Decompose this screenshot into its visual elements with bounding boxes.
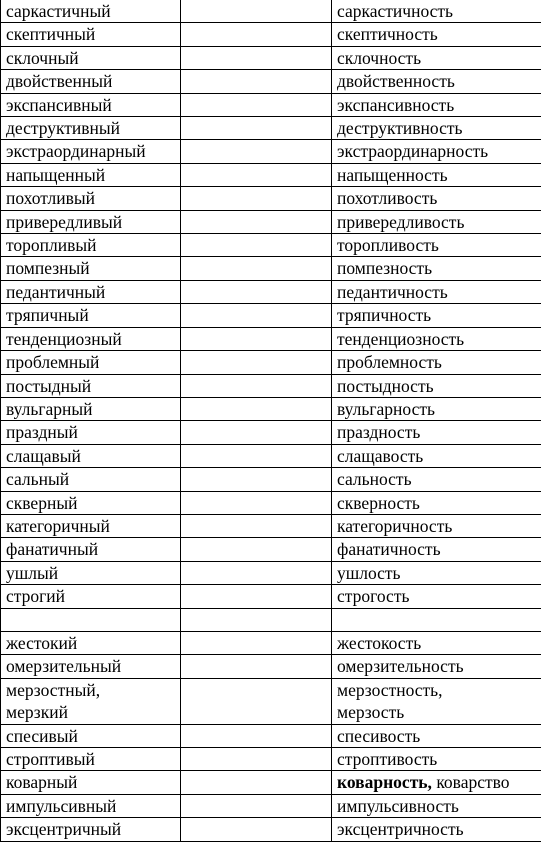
blank-cell bbox=[181, 163, 332, 186]
adjective-cell bbox=[1, 747, 181, 770]
noun-text: скептичность bbox=[337, 24, 438, 45]
adjective-cell bbox=[1, 771, 181, 794]
noun-text: скверность bbox=[337, 492, 420, 513]
table-row bbox=[1, 747, 541, 770]
noun-text: ушлость bbox=[337, 562, 401, 583]
adjective-text: скептичный bbox=[6, 24, 96, 45]
blank-cell bbox=[181, 491, 332, 514]
noun-text: тенденциозность bbox=[337, 328, 465, 349]
table-row bbox=[1, 187, 541, 210]
table-row bbox=[1, 280, 541, 303]
noun-text: педантичность bbox=[337, 281, 448, 302]
table-row bbox=[1, 351, 541, 374]
table-row bbox=[1, 163, 541, 186]
table-row bbox=[1, 46, 541, 69]
noun-cell bbox=[332, 70, 541, 93]
noun-cell bbox=[332, 374, 541, 397]
table-row bbox=[1, 678, 541, 724]
adjective-cell bbox=[1, 280, 181, 303]
adjective-cell bbox=[1, 655, 181, 678]
noun-text: напыщенность bbox=[337, 164, 448, 185]
table-row bbox=[1, 374, 541, 397]
noun-text: двойственность bbox=[337, 71, 455, 92]
table-row bbox=[1, 397, 541, 420]
noun-text: строптивость bbox=[337, 748, 438, 769]
noun-text: вульгарность bbox=[337, 398, 436, 419]
table-row bbox=[1, 631, 541, 654]
noun-cell bbox=[332, 140, 541, 163]
noun-text: эксцентричность bbox=[337, 819, 464, 840]
table-body bbox=[1, 0, 541, 841]
noun-cell bbox=[332, 93, 541, 116]
blank-cell bbox=[181, 280, 332, 303]
adjective-text: ушлый bbox=[6, 562, 59, 583]
adjective-text: педантичный bbox=[6, 281, 106, 302]
adjective-cell bbox=[1, 561, 181, 584]
noun-text: жестокость bbox=[337, 632, 422, 653]
table-row bbox=[1, 117, 541, 140]
noun-cell bbox=[332, 608, 541, 631]
table-row bbox=[1, 771, 541, 794]
adjective-cell bbox=[1, 818, 181, 841]
adjective-cell bbox=[1, 257, 181, 280]
noun-text: омерзительность bbox=[337, 656, 464, 677]
adjective-cell bbox=[1, 23, 181, 46]
table-row bbox=[1, 327, 541, 350]
noun-text: тряпичность bbox=[337, 305, 432, 326]
adjective-text: скверный bbox=[6, 492, 78, 513]
adjective-text: привередливый bbox=[6, 211, 123, 232]
noun-cell bbox=[332, 117, 541, 140]
adjective-text: саркастичный bbox=[6, 1, 111, 21]
adjective-cell bbox=[1, 374, 181, 397]
adjective-text: строгий bbox=[6, 586, 66, 607]
blank-cell bbox=[181, 514, 332, 537]
adjective-text: мерзкий bbox=[6, 702, 68, 723]
adjective-text: проблемный bbox=[6, 352, 100, 373]
blank-cell bbox=[181, 468, 332, 491]
blank-cell bbox=[181, 0, 332, 23]
adjective-text: категоричный bbox=[6, 515, 110, 536]
adjective-cell bbox=[1, 163, 181, 186]
adjective-text: сальный bbox=[6, 469, 70, 490]
blank-cell bbox=[181, 70, 332, 93]
noun-cell bbox=[332, 468, 541, 491]
table-row bbox=[1, 561, 541, 584]
noun-cell bbox=[332, 397, 541, 420]
adjective-cell bbox=[1, 678, 181, 724]
table-row bbox=[1, 538, 541, 561]
noun-bold-text: коварность, bbox=[337, 772, 432, 793]
noun-cell bbox=[332, 46, 541, 69]
blank-cell bbox=[181, 374, 332, 397]
blank-cell bbox=[181, 117, 332, 140]
noun-text: сальность bbox=[337, 469, 412, 490]
table-row bbox=[1, 23, 541, 46]
adjective-cell bbox=[1, 608, 181, 631]
noun-text: слащавость bbox=[337, 445, 424, 466]
blank-cell bbox=[181, 585, 332, 608]
noun-cell bbox=[332, 561, 541, 584]
adjective-text: праздный bbox=[6, 422, 78, 443]
noun-text: помпезность bbox=[337, 258, 433, 279]
noun-text: привередливость bbox=[337, 211, 465, 232]
noun-cell bbox=[332, 187, 541, 210]
adjective-cell bbox=[1, 351, 181, 374]
table-row bbox=[1, 608, 541, 631]
table-row bbox=[1, 655, 541, 678]
blank-cell bbox=[181, 257, 332, 280]
blank-cell bbox=[181, 421, 332, 444]
table-row bbox=[1, 585, 541, 608]
adjective-cell bbox=[1, 327, 181, 350]
adjective-cell bbox=[1, 538, 181, 561]
noun-cell bbox=[332, 23, 541, 46]
table-row bbox=[1, 794, 541, 817]
noun-text: деструктивность bbox=[337, 118, 463, 139]
noun-text: спесивость bbox=[337, 725, 421, 746]
blank-cell bbox=[181, 538, 332, 561]
adjective-cell bbox=[1, 631, 181, 654]
blank-cell bbox=[181, 210, 332, 233]
blank-cell bbox=[181, 747, 332, 770]
table-row bbox=[1, 210, 541, 233]
noun-cell bbox=[332, 794, 541, 817]
noun-cell bbox=[332, 585, 541, 608]
table-row bbox=[1, 421, 541, 444]
noun-cell bbox=[332, 280, 541, 303]
adjective-cell bbox=[1, 468, 181, 491]
adjective-text: жестокий bbox=[6, 632, 78, 653]
noun-cell bbox=[332, 631, 541, 654]
noun-cell bbox=[332, 678, 541, 724]
noun-cell bbox=[332, 421, 541, 444]
noun-cell bbox=[332, 210, 541, 233]
adjective-text: экстраординарный bbox=[6, 141, 146, 162]
blank-cell bbox=[181, 608, 332, 631]
noun-text: похотливость bbox=[337, 188, 438, 209]
adjective-cell bbox=[1, 70, 181, 93]
table-row bbox=[1, 257, 541, 280]
noun-text: импульсивность bbox=[337, 795, 459, 816]
table-row bbox=[1, 0, 541, 23]
blank-cell bbox=[181, 23, 332, 46]
noun-cell bbox=[332, 491, 541, 514]
noun-text: мерзость bbox=[337, 702, 405, 723]
adjective-text: экспансивный bbox=[6, 94, 112, 115]
blank-cell bbox=[181, 631, 332, 654]
adjective-cell bbox=[1, 304, 181, 327]
adjective-cell bbox=[1, 0, 181, 23]
noun-cell bbox=[332, 327, 541, 350]
adjective-cell bbox=[1, 117, 181, 140]
adjective-text: похотливый bbox=[6, 188, 95, 209]
adjective-text: омерзительный bbox=[6, 656, 122, 677]
noun-text: экстраординарность bbox=[337, 141, 489, 162]
adjective-cell bbox=[1, 514, 181, 537]
table-row bbox=[1, 93, 541, 116]
adjective-text: торопливый bbox=[6, 235, 97, 256]
blank-cell bbox=[181, 444, 332, 467]
noun-cell bbox=[332, 655, 541, 678]
noun-text: праздность bbox=[337, 422, 421, 443]
adjective-text: двойственный bbox=[6, 71, 113, 92]
adjective-cell bbox=[1, 444, 181, 467]
noun-rest-text: коварство bbox=[431, 772, 510, 793]
blank-cell bbox=[181, 351, 332, 374]
adjective-cell bbox=[1, 491, 181, 514]
blank-cell bbox=[181, 327, 332, 350]
blank-cell bbox=[181, 724, 332, 747]
blank-cell bbox=[181, 304, 332, 327]
adjective-text: фанатичный bbox=[6, 539, 99, 560]
noun-text: фанатичность bbox=[337, 539, 441, 560]
adjective-text: напыщенный bbox=[6, 164, 106, 185]
noun-text: саркастичность bbox=[337, 1, 454, 21]
adjective-text: склочный bbox=[6, 47, 79, 68]
noun-text: категоричность bbox=[337, 515, 453, 536]
noun-text: склочность bbox=[337, 47, 422, 68]
adjective-text: мерзостный, bbox=[6, 679, 101, 700]
table-row bbox=[1, 304, 541, 327]
table-row bbox=[1, 234, 541, 257]
noun-cell bbox=[332, 818, 541, 841]
noun-cell bbox=[332, 724, 541, 747]
blank-cell bbox=[181, 397, 332, 420]
blank-cell bbox=[181, 818, 332, 841]
noun-text: постыдность bbox=[337, 375, 434, 396]
adjective-cell bbox=[1, 585, 181, 608]
noun-cell bbox=[332, 257, 541, 280]
noun-text: проблемность bbox=[337, 352, 442, 373]
adjective-cell bbox=[1, 794, 181, 817]
noun-cell bbox=[332, 304, 541, 327]
adjective-text: коварный bbox=[6, 772, 78, 793]
adjective-text: деструктивный bbox=[6, 118, 121, 139]
blank-cell bbox=[181, 234, 332, 257]
noun-text: экспансивность bbox=[337, 94, 455, 115]
noun-cell bbox=[332, 771, 541, 794]
adjective-text: помпезный bbox=[6, 258, 90, 279]
adjective-text: вульгарный bbox=[6, 398, 93, 419]
adjective-text: тряпичный bbox=[6, 305, 89, 326]
blank-cell bbox=[181, 678, 332, 724]
adjective-cell bbox=[1, 187, 181, 210]
noun-cell bbox=[332, 444, 541, 467]
noun-cell bbox=[332, 351, 541, 374]
table-row bbox=[1, 468, 541, 491]
noun-text: торопливость bbox=[337, 235, 439, 256]
noun-cell bbox=[332, 163, 541, 186]
table-row bbox=[1, 491, 541, 514]
noun-cell bbox=[332, 747, 541, 770]
table-row bbox=[1, 444, 541, 467]
table-row bbox=[1, 818, 541, 841]
adjective-text: строптивый bbox=[6, 748, 95, 769]
adjective-text: спесивый bbox=[6, 725, 78, 746]
blank-cell bbox=[181, 140, 332, 163]
noun-text bbox=[337, 771, 537, 793]
table-row bbox=[1, 724, 541, 747]
noun-text: мерзостность, bbox=[337, 679, 443, 700]
adjective-cell bbox=[1, 397, 181, 420]
adjective-cell bbox=[1, 140, 181, 163]
table-row bbox=[1, 514, 541, 537]
adjective-text: постыдный bbox=[6, 375, 92, 396]
noun-cell bbox=[332, 0, 541, 23]
noun-cell bbox=[332, 234, 541, 257]
blank-cell bbox=[181, 46, 332, 69]
blank-cell bbox=[181, 187, 332, 210]
blank-cell bbox=[181, 93, 332, 116]
blank-cell bbox=[181, 771, 332, 794]
adjective-text: слащавый bbox=[6, 445, 81, 466]
blank-cell bbox=[181, 655, 332, 678]
blank-cell bbox=[181, 561, 332, 584]
noun-cell bbox=[332, 514, 541, 537]
table-row bbox=[1, 70, 541, 93]
adjective-text: эксцентричный bbox=[6, 819, 122, 840]
adjective-cell bbox=[1, 93, 181, 116]
adjective-text: импульсивный bbox=[6, 795, 117, 816]
adjective-cell bbox=[1, 234, 181, 257]
adjective-cell bbox=[1, 724, 181, 747]
adjective-cell bbox=[1, 421, 181, 444]
blank-cell bbox=[181, 794, 332, 817]
table-row bbox=[1, 140, 541, 163]
adjective-cell bbox=[1, 210, 181, 233]
noun-cell bbox=[332, 538, 541, 561]
adjective-text: тенденциозный bbox=[6, 328, 122, 349]
adjective-cell bbox=[1, 46, 181, 69]
noun-text: строгость bbox=[337, 586, 410, 607]
